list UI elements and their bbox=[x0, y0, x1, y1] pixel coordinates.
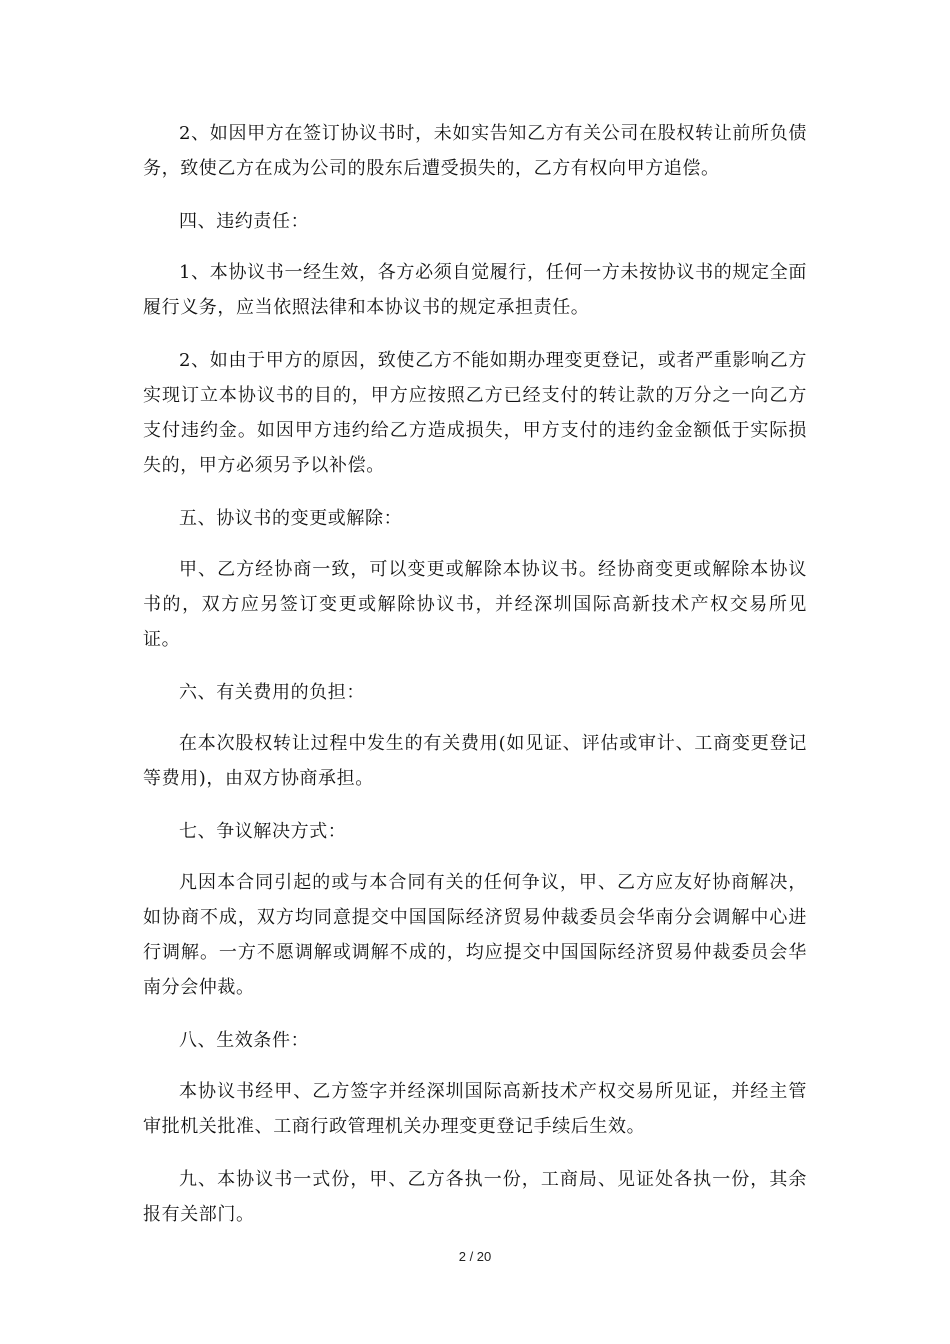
heading-breach-of-contract: 四、违约责任： bbox=[179, 211, 310, 232]
heading-dispute-resolution: 七、争议解决方式： bbox=[179, 821, 347, 842]
paragraph-copies: 九、本协议书一式份，甲、乙方各执一份，工商局、见证处各执一份，其余报有关部门。 bbox=[143, 1169, 807, 1225]
paragraph-fees: 在本次股权转让过程中发生的有关费用(如见证、评估或审计、工商变更登记等费用)，由双方协商承担。 bbox=[143, 733, 807, 789]
paragraph-breach-2: 2、如由于甲方的原因，致使乙方不能如期办理变更登记，或者严重影响乙方实现订立本协议书的目的，甲方应按照乙方已经支付的转让款的万分之一向乙方支付违约金。如因甲方违约给乙方造成损失，甲方支付的违约金金额低于实际损失的，甲方必须另予以补偿。 bbox=[143, 350, 807, 476]
paragraph-effective-conditions: 本协议书经甲、乙方签字并经深圳国际高新技术产权交易所见证，并经主管审批机关批准、工商行政管理机关办理变更登记手续后生效。 bbox=[143, 1081, 807, 1137]
paragraph-liability-2: 2、如因甲方在签订协议书时，未如实告知乙方有关公司在股权转让前所负债务，致使乙方在成为公司的股东后遭受损失的，乙方有权向甲方追偿。 bbox=[143, 123, 807, 179]
heading-amendment-termination: 五、协议书的变更或解除： bbox=[179, 508, 403, 529]
page-number: 2 / 20 bbox=[458, 1249, 492, 1264]
heading-fees: 六、有关费用的负担： bbox=[179, 682, 365, 703]
document-body bbox=[143, 116, 807, 1250]
paragraph-amendment: 甲、乙方经协商一致，可以变更或解除本协议书。经协商变更或解除本协议书的，双方应另签订变更或解除协议书，并经深圳国际高新技术产权交易所见证。 bbox=[143, 559, 807, 650]
paragraph-dispute-resolution: 凡因本合同引起的或与本合同有关的任何争议，甲、乙方应友好协商解决，如协商不成，双方均同意提交中国国际经济贸易仲裁委员会华南分会调解中心进行调解。一方不愿调解或调解不成的，均应提交中国国际经济贸易仲裁委员会华南分会仲裁。 bbox=[143, 872, 807, 998]
heading-effective-conditions: 八、生效条件： bbox=[179, 1030, 310, 1051]
paragraph-breach-1: 1、本协议书一经生效，各方必须自觉履行，任何一方未按协议书的规定全面履行义务，应当依照法律和本协议书的规定承担责任。 bbox=[143, 262, 807, 318]
